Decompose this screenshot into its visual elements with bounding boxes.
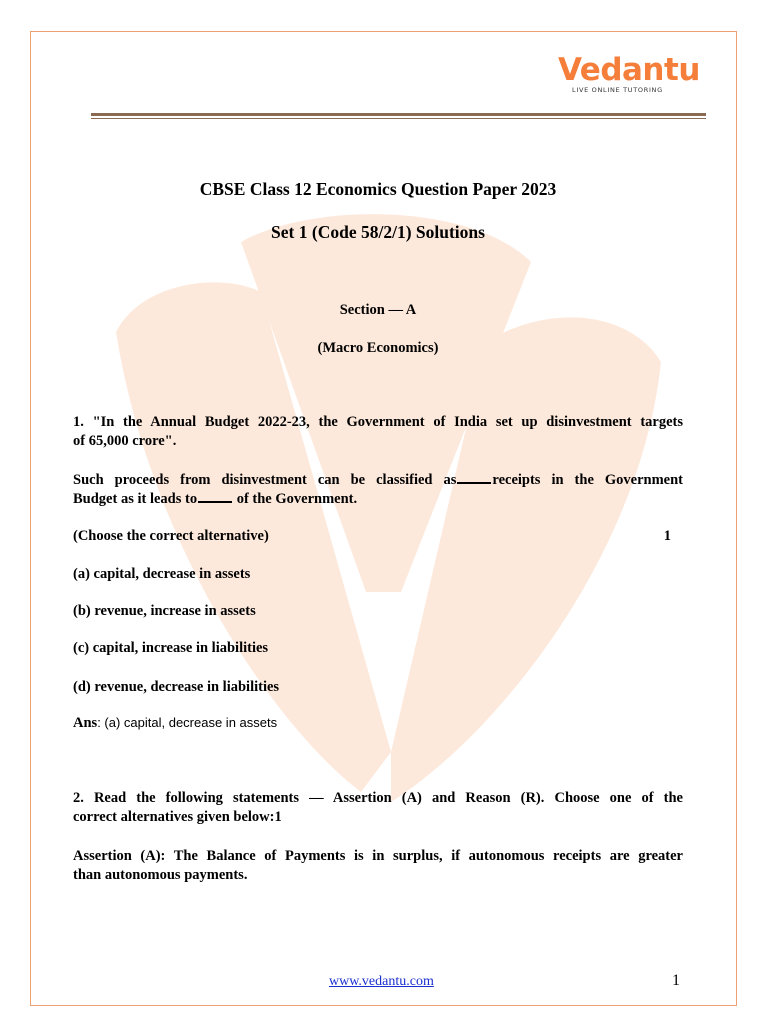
logo-wordmark: Vedantu xyxy=(558,52,700,88)
q1-text-line2: of 65,000 crore". xyxy=(73,433,177,449)
fill-blank-2 xyxy=(198,489,232,503)
q2-text-line1: 2. Read the following statements — Assertion (A) and Reason (R). Choose one of the xyxy=(73,790,683,806)
q1-statement-part3: Budget as it leads to xyxy=(73,491,198,507)
q1-option-c: (c) capital, increase in liabilities xyxy=(73,640,269,656)
header-rule-thick xyxy=(91,113,706,116)
q1-option-a: (a) capital, decrease in assets xyxy=(73,566,251,582)
website-link[interactable]: www.vedantu.com xyxy=(329,974,434,989)
q1-marks: 1 xyxy=(663,528,671,544)
page-number: 1 xyxy=(672,972,680,989)
answer-text: : (a) capital, decrease in assets xyxy=(97,715,278,730)
q2-assertion-line2: than autonomous payments. xyxy=(73,867,248,883)
q1-statement-part2: receipts in the Government xyxy=(492,472,683,488)
q1-instruction: (Choose the correct alternative) xyxy=(73,528,269,544)
q1-option-b: (b) revenue, increase in assets xyxy=(73,603,256,619)
vedantu-logo xyxy=(558,52,708,102)
logo-tagline: LIVE ONLINE TUTORING xyxy=(572,86,663,94)
q1-statement-line1 xyxy=(73,470,683,489)
q1-answer xyxy=(73,714,683,732)
q2-assertion-line1: Assertion (A): The Balance of Payments is in surplus, if autonomous receipts are greater xyxy=(73,848,683,864)
q1-option-d: (d) revenue, decrease in liabilities xyxy=(73,679,280,695)
answer-label: Ans xyxy=(73,715,98,731)
q1-statement-line2 xyxy=(73,489,683,508)
q1-text-line1: 1. "In the Annual Budget 2022-23, the Government of India set up disinvestment targets xyxy=(73,414,683,430)
paper-subtitle: Set 1 (Code 58/2/1) Solutions xyxy=(271,222,485,242)
section-heading: Section — A xyxy=(339,302,417,318)
header-rule-thin xyxy=(91,118,706,119)
q1-statement-part4: of the Government. xyxy=(233,491,358,507)
section-subheading: (Macro Economics) xyxy=(317,340,439,356)
q2-text-line2: correct alternatives given below:1 xyxy=(73,809,282,825)
q1-statement-part1: Such proceeds from disinvestment can be classified as xyxy=(73,472,457,488)
q1-instruction-row xyxy=(73,527,683,545)
page-frame xyxy=(30,31,737,1006)
paper-title: CBSE Class 12 Economics Question Paper 2023 xyxy=(199,179,557,199)
fill-blank-1 xyxy=(457,470,491,484)
